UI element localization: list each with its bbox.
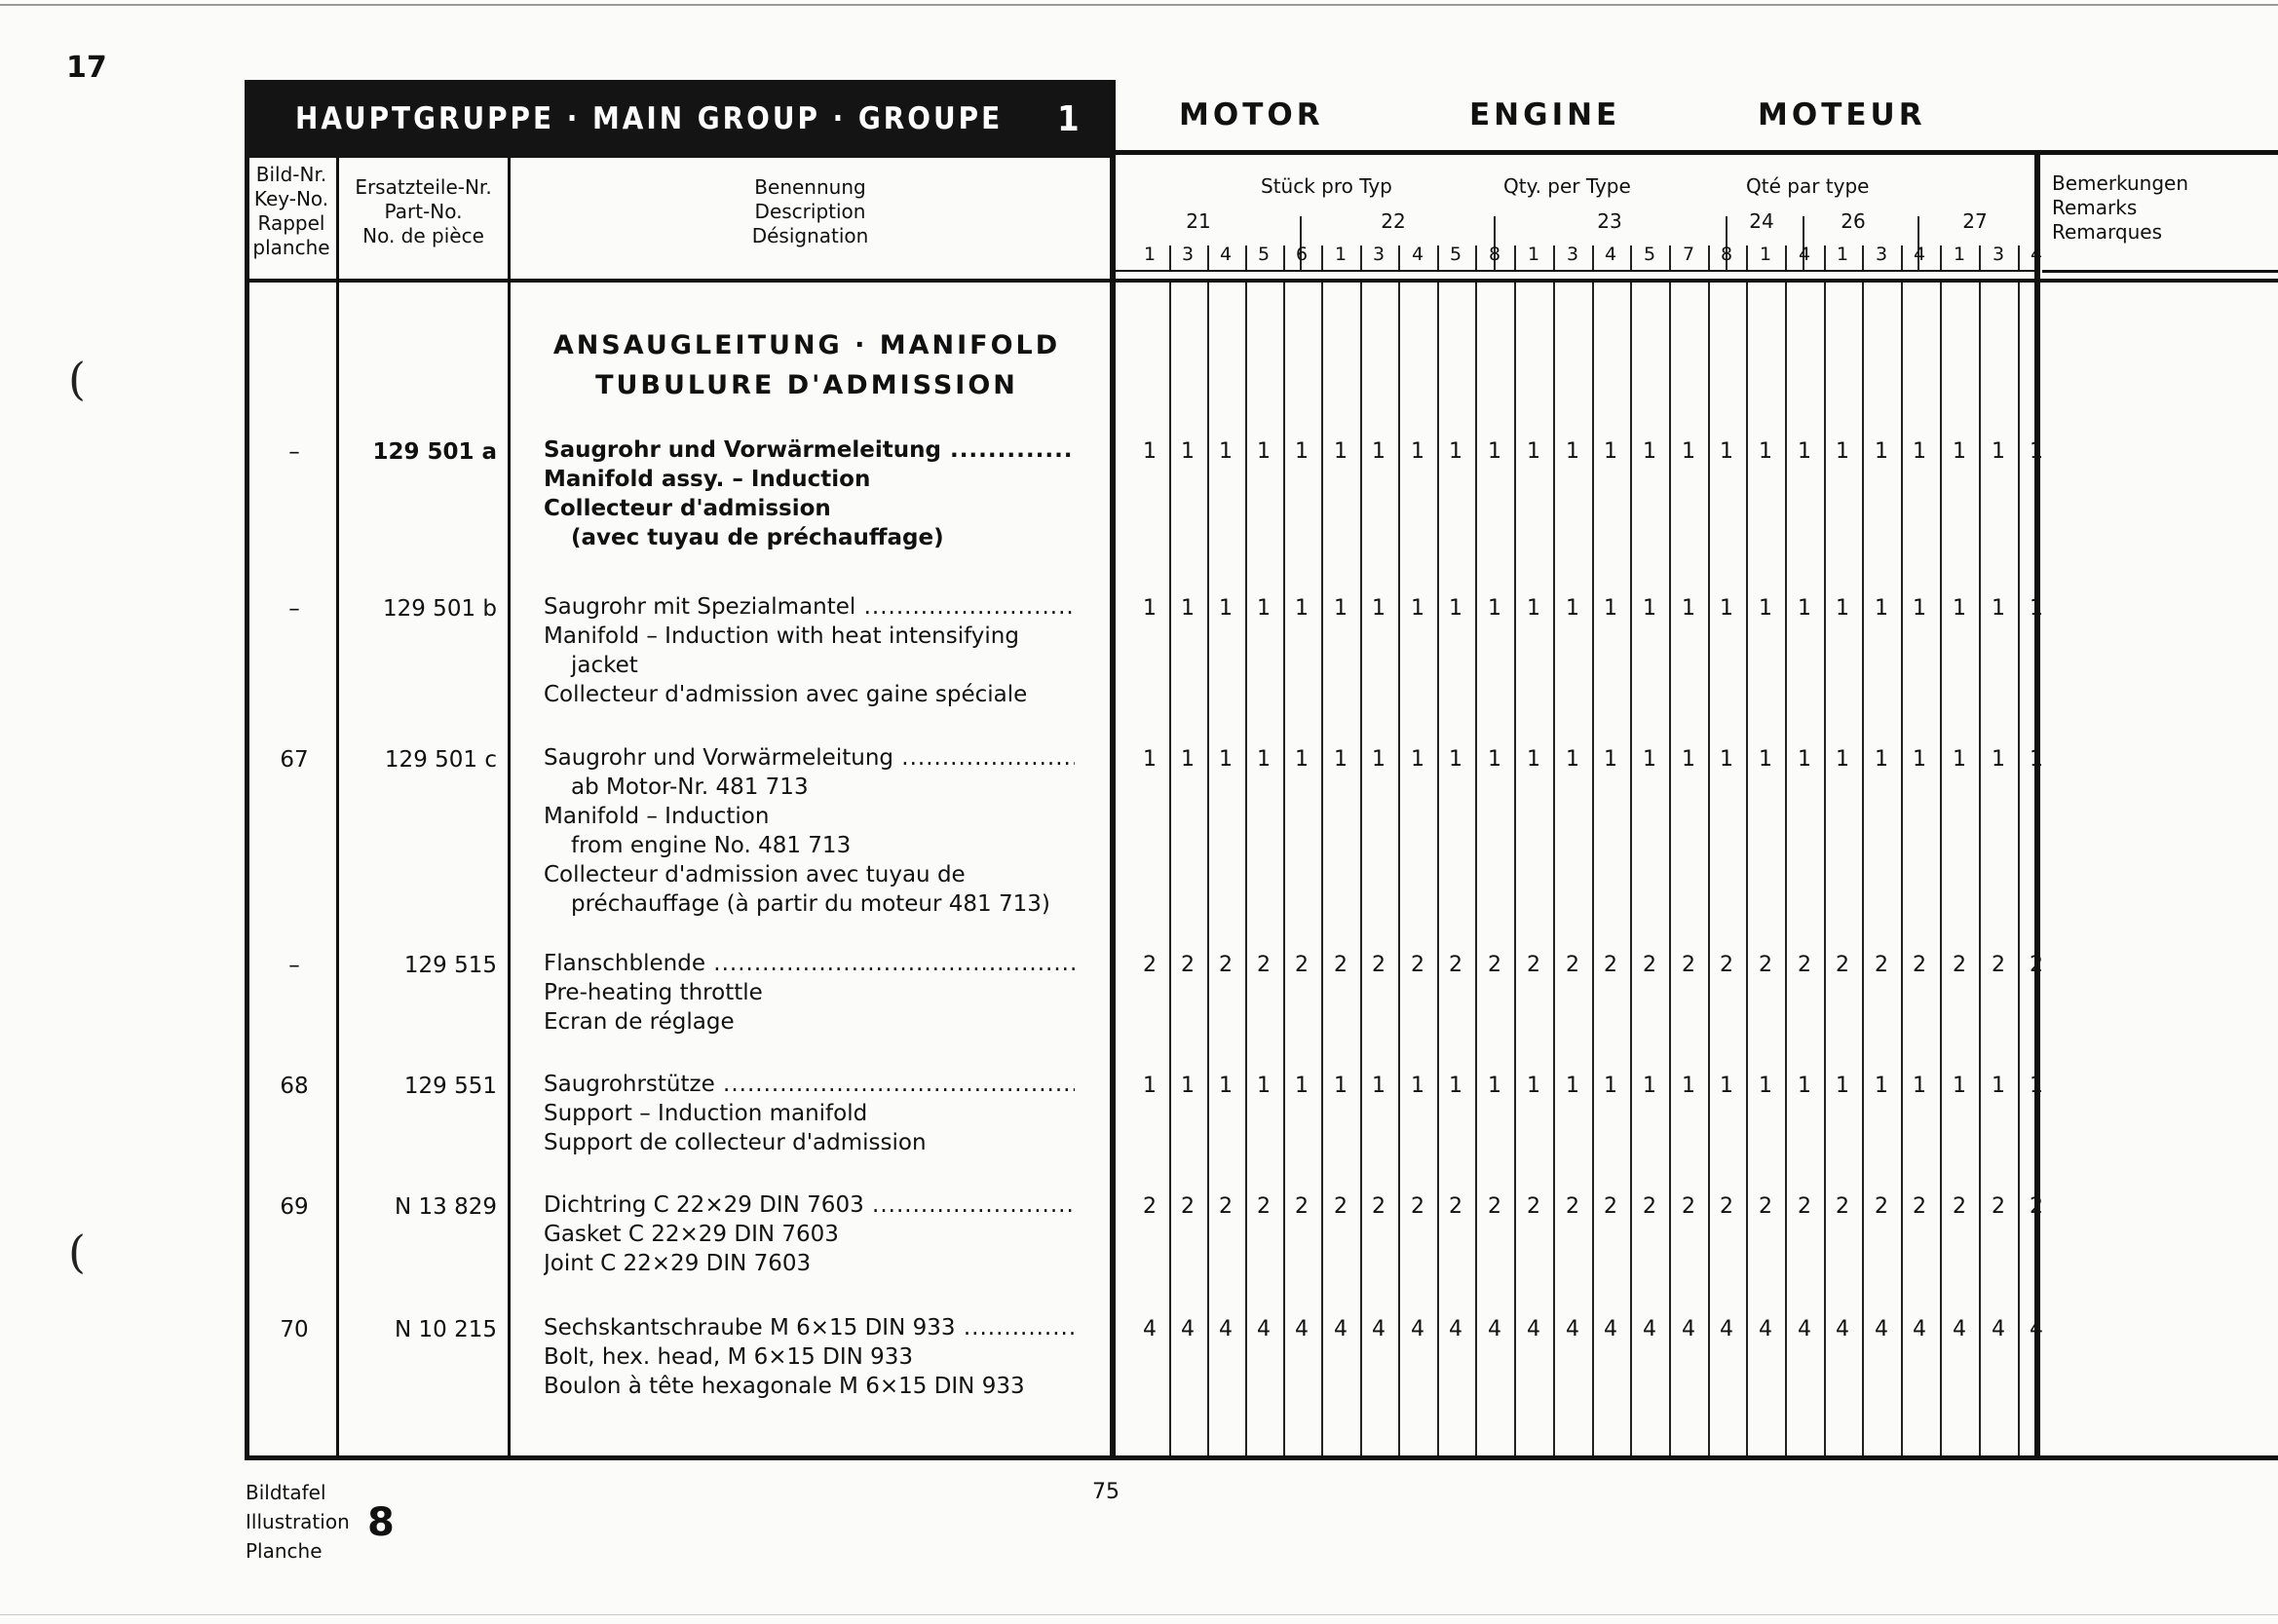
quantity-cell: 1 xyxy=(1992,596,2005,621)
model-27: 27 xyxy=(1962,209,1988,233)
title-german: MOTOR xyxy=(1179,97,1324,132)
quantity-cell: 2 xyxy=(1759,1194,1772,1219)
subtype-number: 4 xyxy=(1219,244,1233,265)
description-line: Saugrohr und Vorwärmeleitung ..... xyxy=(544,435,1075,465)
description-line: Saugrohr und Vorwärmeleitung ..... xyxy=(544,743,1075,773)
page-top-rule xyxy=(0,4,2278,6)
description-line: Pre-heating throttle xyxy=(544,980,763,1005)
main-group-label: HAUPTGRUPPE · MAIN GROUP · GROUPE xyxy=(295,101,1004,136)
quantity-cell: 2 xyxy=(1527,953,1540,977)
part-number: 129 501 c xyxy=(384,747,497,773)
subtype-separator xyxy=(1553,245,1555,270)
quantity-cell: 1 xyxy=(1992,1074,2005,1098)
quantity-cell: 2 xyxy=(1643,953,1656,977)
illustration-labels: Bildtafel Illustration Planche xyxy=(246,1481,350,1563)
subtype-separator xyxy=(1169,245,1171,270)
quantity-cell: 1 xyxy=(1334,747,1348,772)
quantity-cell: 1 xyxy=(2030,747,2043,772)
quantity-cell: 1 xyxy=(1488,596,1501,621)
key-number: 69 xyxy=(280,1194,309,1220)
quantity-cell: 4 xyxy=(1913,1317,1926,1341)
quantity-cell: 1 xyxy=(1798,439,1811,464)
quantity-cell: 1 xyxy=(1488,1074,1501,1098)
description-line: Support de collecteur d'admission xyxy=(544,1130,927,1155)
quantity-cell: 1 xyxy=(1295,439,1309,464)
quantity-cell: 1 xyxy=(1643,596,1656,621)
part-number: 129 501 a xyxy=(372,439,497,465)
quantity-cell: 4 xyxy=(1604,1317,1617,1341)
quantity-cell: 1 xyxy=(1798,1074,1811,1098)
subtype-separator xyxy=(1245,245,1247,270)
binding-hole-mark: ( xyxy=(68,1226,86,1278)
subtype-number: 4 xyxy=(1604,244,1617,265)
quantity-cell: 2 xyxy=(1566,1194,1579,1219)
quantity-cell: 4 xyxy=(1219,1317,1233,1341)
part-description xyxy=(544,949,1089,1037)
subtype-number: 1 xyxy=(1759,244,1772,265)
quantity-cell: 1 xyxy=(1682,747,1695,772)
description-line: Gasket C 22×29 DIN 7603 xyxy=(544,1222,839,1247)
description-line: Boulon à tête hexagonale M 6×15 DIN 933 xyxy=(544,1374,1025,1399)
model-21: 21 xyxy=(1186,209,1211,233)
column-divider-thick xyxy=(1110,80,1116,1460)
subtype-number: 1 xyxy=(1143,244,1157,265)
quantity-cell: 4 xyxy=(1798,1317,1811,1341)
description-line: (avec tuyau de préchauffage) xyxy=(571,525,944,550)
quantity-cell: 2 xyxy=(1411,1194,1424,1219)
quantity-cell: 1 xyxy=(1836,439,1849,464)
quantity-cell: 1 xyxy=(1372,439,1386,464)
quantity-cell: 1 xyxy=(1257,1074,1271,1098)
subtype-separator xyxy=(1862,245,1864,270)
quantity-cell: 4 xyxy=(1720,1317,1733,1341)
column-divider xyxy=(336,158,339,1460)
quantity-cell: 2 xyxy=(1257,1194,1271,1219)
key-number: 67 xyxy=(280,747,309,773)
quantity-cell: 1 xyxy=(1219,747,1233,772)
subtype-number: 8 xyxy=(1488,244,1501,265)
quantity-cell: 2 xyxy=(1759,953,1772,977)
quantity-cell: 4 xyxy=(1566,1317,1579,1341)
quantity-cell: 2 xyxy=(1875,1194,1888,1219)
description-line: Manifold – Induction with heat intensifying xyxy=(544,623,1019,649)
quantity-cell: 1 xyxy=(1257,596,1271,621)
subtype-number: 1 xyxy=(1836,244,1849,265)
quantity-cell: 1 xyxy=(1992,439,2005,464)
quantity-cell: 2 xyxy=(1875,953,1888,977)
quantity-cell: 1 xyxy=(1219,439,1233,464)
quantity-cell: 1 xyxy=(1913,596,1926,621)
quantity-cell: 1 xyxy=(1953,596,1966,621)
quantity-cell: 1 xyxy=(1143,747,1157,772)
subtype-number: 1 xyxy=(1527,244,1540,265)
subtype-separator xyxy=(2018,245,2020,270)
quantity-cell: 2 xyxy=(1449,953,1462,977)
description-line: Collecteur d'admission avec tuyau de xyxy=(544,862,966,888)
quantity-cell: 1 xyxy=(1682,596,1695,621)
quantity-cell: 1 xyxy=(1643,439,1656,464)
subtype-separator xyxy=(1630,245,1632,270)
key-number: 68 xyxy=(280,1074,309,1099)
subtype-number: 7 xyxy=(1682,244,1695,265)
key-number: 70 xyxy=(280,1317,309,1342)
quantity-cell: 1 xyxy=(1798,747,1811,772)
quantity-cell: 1 xyxy=(1411,747,1424,772)
title-english: ENGINE xyxy=(1469,97,1621,132)
quantity-cell: 1 xyxy=(1566,596,1579,621)
quantity-cell: 2 xyxy=(1913,953,1926,977)
subtype-separator xyxy=(1398,245,1400,270)
quantity-cell: 1 xyxy=(1836,596,1849,621)
subtype-number: 3 xyxy=(1875,244,1888,265)
subtype-separator xyxy=(1901,245,1903,270)
part-number: 129 515 xyxy=(403,953,497,978)
quantity-cell: 4 xyxy=(1257,1317,1271,1341)
binding-hole-mark: ( xyxy=(68,353,86,405)
quantity-cell: 2 xyxy=(1295,1194,1309,1219)
subtype-number: 6 xyxy=(1295,244,1309,265)
subtype-separator xyxy=(1669,245,1671,270)
subtype-number: 3 xyxy=(1992,244,2005,265)
quantity-cell: 1 xyxy=(1992,747,2005,772)
subtype-separator xyxy=(1979,245,1981,270)
subtype-number: 5 xyxy=(1449,244,1462,265)
quantity-cell: 1 xyxy=(2030,596,2043,621)
subtype-rule xyxy=(1116,270,2038,272)
quantity-cell: 4 xyxy=(1953,1317,1966,1341)
header-rule xyxy=(1113,150,2278,155)
subtype-separator xyxy=(1283,245,1285,270)
main-group-number: 1 xyxy=(1057,98,1082,139)
quantity-cell: 2 xyxy=(1488,953,1501,977)
description-line: Bolt, hex. head, M 6×15 DIN 933 xyxy=(544,1344,914,1370)
subtype-number: 4 xyxy=(1411,244,1424,265)
part-number: 129 501 b xyxy=(382,596,497,622)
quantity-cell: 1 xyxy=(1566,439,1579,464)
page-number: 17 xyxy=(66,51,107,85)
quantity-cell: 2 xyxy=(1219,1194,1233,1219)
quantity-cell: 1 xyxy=(1449,596,1462,621)
quantity-cell: 2 xyxy=(1488,1194,1501,1219)
subtype-separator xyxy=(1475,245,1477,270)
quantity-cell: 1 xyxy=(1295,1074,1309,1098)
column-divider xyxy=(2038,150,2040,1460)
quantity-cell: 1 xyxy=(1143,596,1157,621)
column-header-rule xyxy=(245,279,2278,283)
quantity-cell: 4 xyxy=(1875,1317,1888,1341)
quantity-cell: 1 xyxy=(1604,439,1617,464)
quantity-cell: 2 xyxy=(1257,953,1271,977)
model-26: 26 xyxy=(1841,209,1866,233)
quantity-cell: 2 xyxy=(1181,953,1195,977)
quantity-cell: 1 xyxy=(1720,1074,1733,1098)
quantity-cell: 1 xyxy=(1604,596,1617,621)
quantity-cell: 2 xyxy=(1992,953,2005,977)
description-line: ab Motor-Nr. 481 713 xyxy=(571,774,809,800)
quantity-cell: 1 xyxy=(1257,747,1271,772)
description-line: from engine No. 481 713 xyxy=(571,833,852,858)
quantity-cell: 2 xyxy=(1682,1194,1695,1219)
main-group-banner xyxy=(245,80,1113,158)
quantity-cell: 1 xyxy=(1449,1074,1462,1098)
subtype-number: 5 xyxy=(1257,244,1271,265)
quantity-cell: 2 xyxy=(1720,1194,1733,1219)
quantity-cell: 1 xyxy=(1604,747,1617,772)
key-number: – xyxy=(288,953,300,978)
quantity-cell: 1 xyxy=(1953,1074,1966,1098)
quantity-cell: 1 xyxy=(1219,1074,1233,1098)
subtype-separator xyxy=(1824,245,1826,270)
subtype-separator xyxy=(1514,245,1516,270)
quantity-cell: 2 xyxy=(1372,1194,1386,1219)
quantity-cell: 2 xyxy=(1219,953,1233,977)
quantity-cell: 4 xyxy=(1759,1317,1772,1341)
page-bottom-rule xyxy=(0,1614,2278,1615)
part-number: N 10 215 xyxy=(395,1317,497,1342)
section-title: ANSAUGLEITUNG · MANIFOLD TUBULURE D'ADMISSION xyxy=(552,330,1061,400)
quantity-cell: 1 xyxy=(1798,596,1811,621)
part-description xyxy=(544,1070,1089,1157)
quantity-cell: 1 xyxy=(1488,439,1501,464)
quantity-cell: 1 xyxy=(1143,1074,1157,1098)
quantity-cell: 4 xyxy=(1992,1317,2005,1341)
quantity-cell: 1 xyxy=(1488,747,1501,772)
model-24: 24 xyxy=(1749,209,1774,233)
part-description xyxy=(544,743,1089,919)
subtype-separator xyxy=(1321,245,1323,270)
quantity-cell: 4 xyxy=(1682,1317,1695,1341)
quantity-cell: 1 xyxy=(1759,439,1772,464)
quantity-cell: 2 xyxy=(1913,1194,1926,1219)
quantity-cell: 1 xyxy=(1527,1074,1540,1098)
illustration-number: 8 xyxy=(367,1500,395,1545)
subtype-separator xyxy=(1940,245,1942,270)
quantity-cell: 1 xyxy=(1875,596,1888,621)
quantity-cell: 1 xyxy=(1257,439,1271,464)
subtype-number: 1 xyxy=(1334,244,1348,265)
quantity-cell: 1 xyxy=(1334,439,1348,464)
key-number: – xyxy=(288,596,300,622)
part-number: 129 551 xyxy=(403,1074,497,1099)
subtype-number: 3 xyxy=(1566,244,1579,265)
quantity-cell: 2 xyxy=(1798,953,1811,977)
quantity-cell: 1 xyxy=(1759,596,1772,621)
quantity-cell: 1 xyxy=(2030,439,2043,464)
quantity-cell: 1 xyxy=(1682,1074,1695,1098)
remarks-rule xyxy=(2042,270,2278,273)
quantity-cell: 2 xyxy=(1527,1194,1540,1219)
quantity-cell: 4 xyxy=(1488,1317,1501,1341)
quantity-cell: 2 xyxy=(1181,1194,1195,1219)
quantity-cell: 2 xyxy=(1992,1194,2005,1219)
part-description xyxy=(544,1190,1089,1278)
description-line: Manifold assy. – Induction xyxy=(544,467,871,492)
quantity-cell: 1 xyxy=(1913,747,1926,772)
quantity-cell: 1 xyxy=(1875,1074,1888,1098)
quantity-cell: 1 xyxy=(1527,596,1540,621)
description-header: Benennung Description Désignation xyxy=(751,175,869,247)
quantity-cell: 1 xyxy=(1181,1074,1195,1098)
key-no-header: Bild-Nr. Key-No. Rappel planche xyxy=(252,163,330,259)
part-description xyxy=(544,1313,1089,1401)
quantity-cell: 1 xyxy=(1953,747,1966,772)
quantity-cell: 2 xyxy=(1836,953,1849,977)
subtype-number: 1 xyxy=(1953,244,1966,265)
description-line: Manifold – Induction xyxy=(544,804,770,829)
quantity-cell: 1 xyxy=(1372,747,1386,772)
quantity-cell: 2 xyxy=(2030,953,2043,977)
quantity-cell: 1 xyxy=(1566,747,1579,772)
part-description xyxy=(544,592,1089,709)
quantity-cell: 1 xyxy=(1759,1074,1772,1098)
subtype-separator xyxy=(1746,245,1748,270)
quantity-cell: 1 xyxy=(1566,1074,1579,1098)
quantity-cell: 1 xyxy=(1953,439,1966,464)
quantity-cell: 1 xyxy=(1527,747,1540,772)
quantity-cell: 1 xyxy=(1875,439,1888,464)
quantity-cell: 1 xyxy=(1372,1074,1386,1098)
qty-label-fr: Qté par type xyxy=(1746,174,1870,198)
quantity-cell: 1 xyxy=(1143,439,1157,464)
table-left-border xyxy=(245,158,249,1460)
subtype-number: 3 xyxy=(1181,244,1195,265)
subtype-number: 8 xyxy=(1720,244,1733,265)
part-no-header: Ersatzteile-Nr. Part-No. No. de pièce xyxy=(355,175,492,247)
quantity-cell: 1 xyxy=(1913,1074,1926,1098)
title-french: MOTEUR xyxy=(1758,97,1926,132)
quantity-cell: 1 xyxy=(1181,439,1195,464)
subtype-number: 5 xyxy=(1643,244,1656,265)
subtype-number: 4 xyxy=(1798,244,1811,265)
quantity-cell: 4 xyxy=(1372,1317,1386,1341)
quantity-cell: 1 xyxy=(1759,747,1772,772)
quantity-cell: 1 xyxy=(1836,1074,1849,1098)
quantity-cell: 1 xyxy=(1836,747,1849,772)
quantity-cell: 1 xyxy=(1449,747,1462,772)
quantity-cell: 1 xyxy=(1334,1074,1348,1098)
quantity-cell: 1 xyxy=(1720,439,1733,464)
subtype-separator xyxy=(1785,245,1787,270)
qty-label-de: Stück pro Typ xyxy=(1261,174,1392,198)
description-line: Saugrohr mit Spezialmantel ..... xyxy=(544,592,1075,622)
quantity-cell: 4 xyxy=(1449,1317,1462,1341)
quantity-cell: 2 xyxy=(1604,1194,1617,1219)
quantity-cell: 1 xyxy=(1643,1074,1656,1098)
quantity-cell: 1 xyxy=(1604,1074,1617,1098)
quantity-cell: 2 xyxy=(1295,953,1309,977)
description-line: Saugrohrstütze ..... xyxy=(544,1070,1075,1099)
key-number: – xyxy=(288,439,300,465)
quantity-cell: 1 xyxy=(1372,596,1386,621)
quantity-cell: 1 xyxy=(1295,596,1309,621)
model-22: 22 xyxy=(1381,209,1406,233)
quantity-cell: 4 xyxy=(1527,1317,1540,1341)
quantity-cell: 2 xyxy=(1143,953,1157,977)
quantity-cell: 1 xyxy=(1643,747,1656,772)
quantity-cell: 1 xyxy=(1411,596,1424,621)
subtype-separator xyxy=(1207,245,1209,270)
description-line: Flanschblende ..... xyxy=(544,949,1075,978)
quantity-cell: 2 xyxy=(1604,953,1617,977)
description-line: préchauffage (à partir du moteur 481 713) xyxy=(571,891,1050,917)
quantity-cell: 2 xyxy=(1334,953,1348,977)
quantity-cell: 4 xyxy=(1143,1317,1157,1341)
quantity-cell: 1 xyxy=(2030,1074,2043,1098)
quantity-cell: 4 xyxy=(1295,1317,1309,1341)
subtype-separator xyxy=(1708,245,1710,270)
quantity-cell: 2 xyxy=(1372,953,1386,977)
remarks-header: Bemerkungen Remarks Remarques xyxy=(2052,171,2189,244)
subtype-number: 4 xyxy=(2030,244,2043,265)
qty-label-en: Qty. per Type xyxy=(1503,174,1631,198)
quantity-cell: 2 xyxy=(1143,1194,1157,1219)
quantity-cell: 1 xyxy=(1449,439,1462,464)
quantity-cell: 1 xyxy=(1334,596,1348,621)
quantity-cell: 1 xyxy=(1295,747,1309,772)
quantity-cell: 1 xyxy=(1181,747,1195,772)
quantity-cell: 4 xyxy=(1334,1317,1348,1341)
quantity-cell: 2 xyxy=(1720,953,1733,977)
subtype-number: 4 xyxy=(1913,244,1926,265)
description-line: Sechskantschraube M 6×15 DIN 933 ..... xyxy=(544,1313,1075,1342)
quantity-cell: 1 xyxy=(1913,439,1926,464)
quantity-cell: 1 xyxy=(1875,747,1888,772)
quantity-cell: 1 xyxy=(1527,439,1540,464)
description-line: jacket xyxy=(571,653,638,678)
quantity-cell: 1 xyxy=(1720,747,1733,772)
description-line: Dichtring C 22×29 DIN 7603 ..... xyxy=(544,1190,1075,1220)
quantity-cell: 2 xyxy=(1953,1194,1966,1219)
description-line: Joint C 22×29 DIN 7603 xyxy=(544,1251,812,1276)
quantity-cell: 1 xyxy=(1411,439,1424,464)
description-line: Support – Induction manifold xyxy=(544,1101,868,1126)
quantity-cell: 4 xyxy=(1181,1317,1195,1341)
quantity-cell: 2 xyxy=(1411,953,1424,977)
quantity-cell: 4 xyxy=(1411,1317,1424,1341)
part-number: N 13 829 xyxy=(395,1194,497,1220)
description-line: Ecran de réglage xyxy=(544,1009,735,1035)
quantity-cell: 2 xyxy=(1449,1194,1462,1219)
quantity-cell: 2 xyxy=(2030,1194,2043,1219)
quantity-cell: 4 xyxy=(1643,1317,1656,1341)
quantity-cell: 2 xyxy=(1953,953,1966,977)
model-23: 23 xyxy=(1597,209,1622,233)
quantity-cell: 4 xyxy=(1836,1317,1849,1341)
quantity-cell: 1 xyxy=(1181,596,1195,621)
quantity-cell: 2 xyxy=(1798,1194,1811,1219)
quantity-cell: 2 xyxy=(1836,1194,1849,1219)
quantity-cell: 2 xyxy=(1334,1194,1348,1219)
subtype-separator xyxy=(1592,245,1594,270)
quantity-cell: 4 xyxy=(2030,1317,2043,1341)
page-footer-number: 75 xyxy=(1092,1480,1120,1504)
quantity-cell: 2 xyxy=(1566,953,1579,977)
part-description xyxy=(544,435,1089,552)
quantity-cell: 1 xyxy=(1219,596,1233,621)
description-line: Collecteur d'admission avec gaine spéciale xyxy=(544,682,1028,707)
table-bottom-rule xyxy=(245,1455,2278,1460)
quantity-cell: 1 xyxy=(1682,439,1695,464)
description-line: Collecteur d'admission xyxy=(544,496,831,521)
quantity-cell: 1 xyxy=(1411,1074,1424,1098)
quantity-cell: 1 xyxy=(1720,596,1733,621)
subtype-separator xyxy=(1360,245,1362,270)
subtype-separator xyxy=(1437,245,1439,270)
quantity-cell: 2 xyxy=(1643,1194,1656,1219)
subtype-number: 3 xyxy=(1372,244,1386,265)
quantity-cell: 2 xyxy=(1682,953,1695,977)
